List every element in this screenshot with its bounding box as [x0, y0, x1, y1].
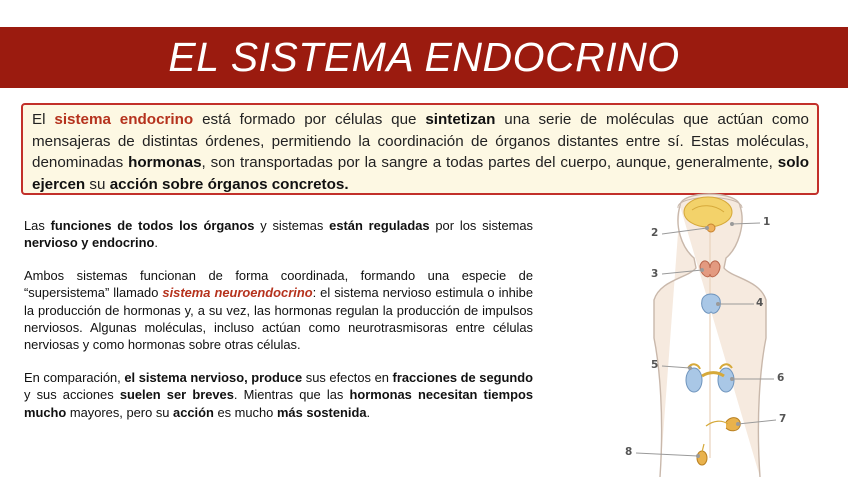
text-bold: el sistema nervioso, produce [124, 369, 303, 385]
text-run: En comparación, [24, 369, 125, 385]
text-highlight-neuroendocrino: sistema neuroendocrino [162, 285, 313, 301]
figure-label-1: 1 [763, 216, 771, 228]
text-run: Las [24, 218, 51, 233]
text-run: . [366, 404, 371, 420]
text-run: mayores, pero su [66, 404, 174, 420]
figure-label-2: 2 [651, 227, 659, 239]
intro-keyword-accion: acción sobre órganos concretos. [109, 175, 349, 193]
intro-keyword-hormonas: hormonas [128, 154, 202, 171]
brain-icon [684, 197, 732, 227]
kidney-left-icon [686, 368, 702, 392]
text-bold: acción [173, 404, 214, 420]
text-run: por los sistemas [429, 218, 533, 233]
intro-box [21, 103, 819, 195]
figure-label-7: 7 [779, 413, 787, 425]
figure-label-5: 5 [651, 359, 659, 371]
intro-text: una serie de moléculas que actúan como mensajeras de distintas órdenes, permitiendo la coordinación de órganos distantes entre sí. Estas moléculas, denominadas [32, 111, 810, 171]
paragraph-neuroendocrino [24, 267, 533, 354]
text-run: sus efectos en [302, 369, 393, 385]
body-text [24, 217, 533, 436]
text-run: es mucho [213, 404, 277, 420]
intro-keyword-sintetizan: sintetizan [425, 111, 496, 128]
text-bold: hormonas necesitan tiempos mucho [24, 387, 533, 420]
endocrine-body-figure [610, 188, 840, 477]
intro-keyword-solo-ejercen: solo ejercen [32, 154, 809, 193]
text-run: y sus acciones [24, 387, 120, 403]
paragraph-funciones [24, 217, 533, 252]
text-run: : el sistema nervioso estimula o inhibe la producción de hormonas y, a su vez, las hormonas regulan la producción de impulsos nerviosos. Algunas moléculas, incluso actúan como neurotrasmisoras entre células nerviosas y como hormonas sobre otras células. [24, 285, 533, 353]
text-bold: funciones de todos los órganos [50, 218, 255, 233]
text-run: . Mientras que las [233, 387, 350, 403]
text-bold: suelen ser breves [119, 387, 234, 403]
pancreas-icon [702, 373, 724, 376]
figure-label-8: 8 [625, 446, 633, 458]
intro-text: El [32, 111, 55, 128]
text-bold: fracciones de segundo [392, 369, 534, 385]
intro-text: , son transportadas por la sangre a todas partes del cuerpo, aunque, generalmente, [201, 154, 778, 171]
figure-label-6: 6 [777, 372, 785, 384]
testis-icon [697, 451, 707, 465]
intro-text: su [85, 175, 110, 193]
text-run: Ambos sistemas funcionan de forma coordinada, formando una especie de “supersistema” llamado [24, 267, 533, 301]
text-run: . [154, 235, 158, 251]
text-bold: nervioso y endocrino [24, 235, 155, 251]
intro-text: está formado por células que [193, 111, 426, 128]
text-run: y sistemas [254, 218, 330, 233]
title-band [0, 27, 848, 88]
intro-keyword-sistema-endocrino: sistema endocrino [54, 111, 194, 128]
page-title: EL SISTEMA ENDOCRINO [168, 34, 680, 80]
paragraph-comparacion [24, 369, 533, 421]
text-bold: más sostenida [276, 404, 367, 420]
figure-label-4: 4 [756, 297, 764, 309]
body-illustration [610, 188, 840, 477]
figure-label-3: 3 [651, 268, 659, 280]
text-bold: están reguladas [329, 218, 430, 233]
